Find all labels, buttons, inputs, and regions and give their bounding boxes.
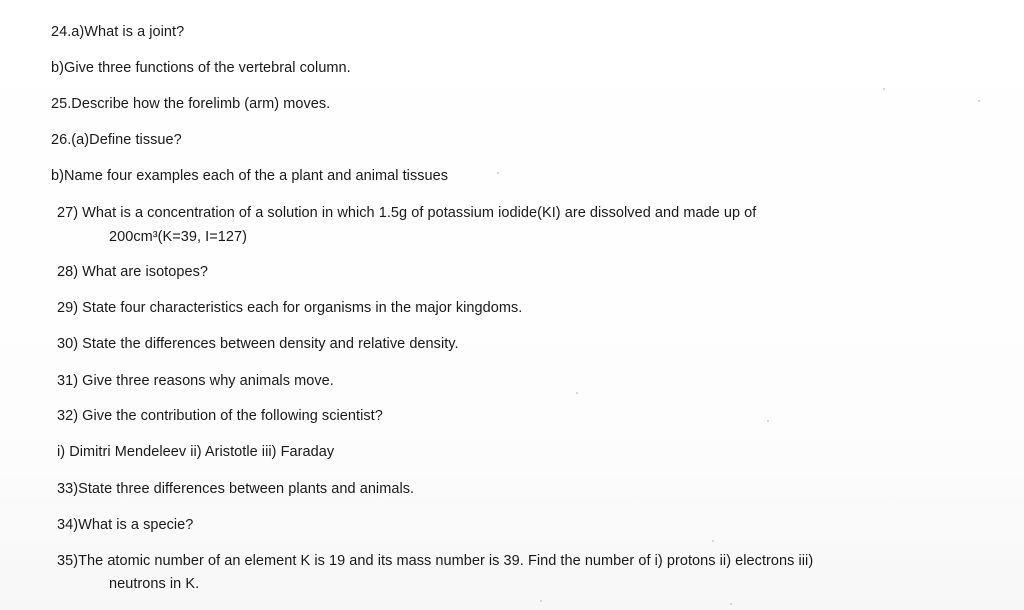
- question-32-options: i) Dimitri Mendeleev ii) Aristotle iii) Faraday: [57, 444, 335, 460]
- scan-speck: [767, 420, 769, 422]
- question-24a: 24.a)What is a joint?: [51, 24, 185, 40]
- scan-speck: [978, 100, 980, 102]
- question-27-line-2: 200cm³(K=39, I=127): [109, 229, 247, 245]
- question-25: 25.Describe how the forelimb (arm) moves.: [51, 96, 331, 112]
- question-26b: b)Name four examples each of the a plant and animal tissues: [51, 168, 449, 184]
- scan-speck: [730, 603, 732, 605]
- question-31: 31) Give three reasons why animals move.: [57, 373, 334, 389]
- question-34: 34)What is a specie?: [57, 517, 194, 533]
- question-35-line-1: 35)The atomic number of an element K is 19 and its mass number is 39. Find the number of i) protons ii) electrons iii): [57, 553, 814, 569]
- question-35-line-2: neutrons in K.: [109, 576, 200, 592]
- question-29: 29) State four characteristics each for organisms in the major kingdoms.: [57, 300, 523, 316]
- scan-speck: [712, 540, 714, 542]
- scan-speck: [576, 392, 578, 394]
- question-32: 32) Give the contribution of the following scientist?: [57, 408, 383, 424]
- question-28: 28) What are isotopes?: [57, 264, 209, 280]
- scan-speck: [497, 172, 499, 174]
- question-30: 30) State the differences between density and relative density.: [57, 336, 459, 352]
- scan-speck: [883, 88, 885, 90]
- scan-speck: [540, 600, 542, 602]
- question-24b: b)Give three functions of the vertebral column.: [51, 60, 351, 76]
- question-27-line-1: 27) What is a concentration of a solution in which 1.5g of potassium iodide(KI) are dissolved and made up of: [57, 205, 757, 221]
- question-26a: 26.(a)Define tissue?: [51, 132, 182, 148]
- question-33: 33)State three differences between plants and animals.: [57, 481, 415, 497]
